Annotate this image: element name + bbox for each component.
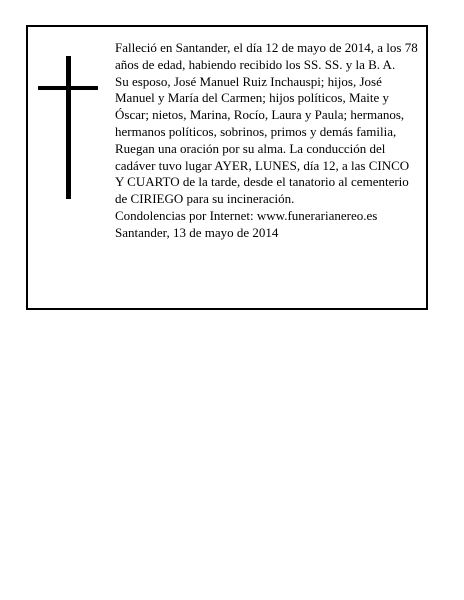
cross-horizontal-bar bbox=[38, 86, 98, 90]
death-announcement: Falleció en Santander, el día 12 de mayo de 2014, a los 78 años de edad, habiendo recibido los SS. SS. y la B. A. bbox=[115, 40, 418, 72]
latin-cross-icon bbox=[38, 56, 98, 199]
cross-vertical-bar bbox=[66, 56, 71, 199]
place-date-line: Santander, 13 de mayo de 2014 bbox=[115, 224, 279, 240]
notice-text bbox=[115, 40, 420, 242]
obituary-notice bbox=[26, 25, 428, 310]
family-list: Su esposo, José Manuel Ruiz Inchauspi; hijos, José Manuel y María del Carmen; hijos políticos, Maite y Óscar; nietos, Marina, Rocío, Laura y Paula; hermanos, hermanos políticos, sobrinos, primos y demás familia, bbox=[115, 73, 405, 139]
funeral-details: Ruegan una oración por su alma. La conducción del cadáver tuvo lugar AYER, LUNES, día 12, a las CINCO Y CUARTO de la tarde, desde el tanatorio al cementerio de CIRIEGO para su incineración. bbox=[115, 140, 410, 207]
condolences-line: Condolencias por Internet: www.funerarianereo.es bbox=[115, 207, 378, 223]
